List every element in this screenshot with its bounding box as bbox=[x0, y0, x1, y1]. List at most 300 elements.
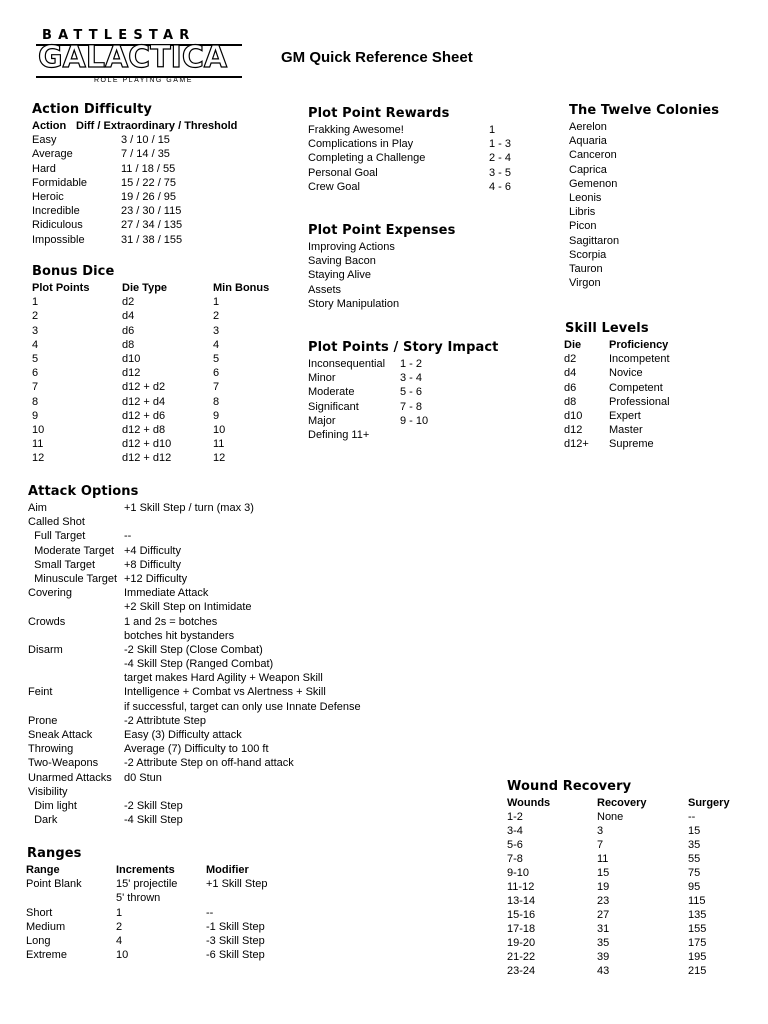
table-row bbox=[308, 428, 548, 442]
list-item-label: Libris bbox=[569, 206, 596, 219]
list-item-label: Scorpia bbox=[569, 248, 607, 261]
bonus-dice-section bbox=[31, 264, 291, 465]
cell: Completing a Challenge bbox=[308, 152, 426, 165]
cell: Small Target bbox=[28, 558, 96, 571]
table-row bbox=[27, 572, 387, 586]
table-row bbox=[27, 728, 387, 742]
cell: Throwing bbox=[28, 743, 74, 756]
table-body bbox=[27, 501, 387, 827]
table-row bbox=[26, 920, 326, 934]
cell: Crew Goal bbox=[308, 180, 360, 193]
cell: Defining 11+ bbox=[308, 428, 370, 441]
table-body bbox=[308, 357, 548, 428]
cell: 27 / 34 / 135 bbox=[121, 219, 183, 232]
cell: None bbox=[597, 811, 624, 823]
cell: 195 bbox=[688, 951, 707, 963]
table-row bbox=[308, 123, 548, 137]
cell: 6 bbox=[32, 367, 39, 380]
list-item bbox=[569, 234, 749, 248]
cell: 3 - 4 bbox=[400, 372, 423, 385]
cell: 7 bbox=[32, 381, 39, 394]
cell: Incredible bbox=[32, 205, 80, 218]
table-row bbox=[31, 437, 291, 451]
list-item-label: Virgon bbox=[569, 277, 601, 290]
cell: 10 bbox=[213, 423, 226, 436]
cell: d2 bbox=[564, 353, 577, 366]
cell: d12 + d2 bbox=[122, 381, 166, 394]
cell: d12 bbox=[564, 424, 583, 437]
cell: 7 - 8 bbox=[400, 400, 423, 413]
header-cell: Range bbox=[26, 864, 60, 876]
cell: 95 bbox=[688, 881, 701, 893]
list-item-label: Gemenon bbox=[569, 177, 618, 190]
table-row bbox=[27, 515, 387, 529]
cell: d6 bbox=[122, 324, 135, 337]
list-item bbox=[569, 276, 749, 290]
section-heading: Ranges bbox=[27, 846, 82, 861]
section-heading: Bonus Dice bbox=[32, 264, 115, 279]
cell: Major bbox=[308, 414, 336, 427]
list-item bbox=[569, 205, 749, 219]
cell: 35 bbox=[597, 937, 610, 949]
table-row bbox=[27, 600, 387, 614]
cell: d4 bbox=[564, 367, 577, 380]
cell: 4 bbox=[116, 934, 123, 947]
cell: Unarmed Attacks bbox=[28, 771, 112, 784]
cell: 11 bbox=[32, 438, 44, 451]
cell: 10 bbox=[116, 949, 129, 962]
cell: -- bbox=[206, 906, 214, 919]
table-row bbox=[31, 190, 281, 204]
table-header bbox=[31, 281, 291, 295]
cell: Expert bbox=[609, 409, 641, 422]
cell: d6 bbox=[564, 381, 577, 394]
list-item-label: Aerelon bbox=[569, 121, 607, 133]
cell: Hard bbox=[32, 162, 56, 175]
header-cell: Die bbox=[564, 339, 582, 351]
list-item-label: Leonis bbox=[569, 191, 602, 204]
cell: 2 bbox=[213, 310, 220, 323]
cell: d12+ bbox=[564, 438, 589, 451]
list-item bbox=[569, 248, 749, 262]
cell: 9-10 bbox=[507, 867, 530, 879]
list-item-label: Tauron bbox=[569, 262, 603, 275]
cell: 1 - 2 bbox=[400, 358, 423, 370]
colonies-section bbox=[569, 103, 749, 290]
cell: Master bbox=[609, 424, 643, 437]
cell: Point Blank bbox=[26, 878, 82, 891]
list-item-label: Aquaria bbox=[569, 135, 607, 148]
table-row bbox=[27, 714, 387, 728]
table-row bbox=[27, 501, 387, 515]
table-row bbox=[564, 423, 754, 437]
cell: 9 - 10 bbox=[400, 414, 429, 427]
cell: 7 bbox=[213, 381, 220, 394]
table-body bbox=[308, 123, 548, 194]
cell: Moderate Target bbox=[28, 544, 115, 557]
table-row bbox=[564, 409, 754, 423]
section-heading: Skill Levels bbox=[565, 321, 649, 336]
list-item bbox=[308, 268, 548, 282]
section-heading: Wound Recovery bbox=[507, 779, 632, 794]
table-row bbox=[31, 409, 291, 423]
table-row bbox=[308, 414, 548, 428]
cell: Immediate Attack bbox=[124, 587, 209, 600]
cell: Average (7) Difficulty to 100 ft bbox=[124, 743, 269, 756]
header-cell: Die Type bbox=[122, 282, 168, 294]
cell: Novice bbox=[609, 367, 643, 380]
table-row bbox=[31, 423, 291, 437]
cell: Supreme bbox=[609, 438, 654, 451]
cell: 135 bbox=[688, 909, 707, 921]
section-heading: Plot Point Expenses bbox=[308, 223, 456, 238]
list-item-label: Sagittaron bbox=[569, 234, 620, 247]
cell: 115 bbox=[688, 895, 706, 907]
cell: 2 bbox=[116, 920, 123, 933]
cell: 1 bbox=[489, 124, 496, 136]
table-row bbox=[308, 166, 548, 180]
cell: -2 Attribute Step on off-hand attack bbox=[124, 757, 294, 770]
list-item-label: Picon bbox=[569, 220, 597, 233]
cell: 155 bbox=[688, 923, 707, 935]
list-item bbox=[569, 262, 749, 276]
table-body bbox=[26, 877, 326, 962]
list-item bbox=[308, 283, 548, 297]
cell: 15 bbox=[688, 825, 701, 837]
table-row bbox=[507, 908, 747, 922]
story-impact-section bbox=[308, 340, 548, 442]
table-row bbox=[26, 891, 326, 905]
table-row bbox=[26, 906, 326, 920]
table-row bbox=[31, 380, 291, 394]
list-item bbox=[308, 254, 548, 268]
cell: Heroic bbox=[32, 190, 64, 203]
table-row bbox=[31, 162, 281, 176]
cell: 35 bbox=[688, 839, 701, 851]
cell: 11 / 18 / 55 bbox=[121, 162, 176, 175]
list bbox=[308, 240, 548, 311]
cell: Sneak Attack bbox=[28, 729, 93, 741]
cell: Average bbox=[32, 148, 73, 161]
cell: -- bbox=[124, 530, 132, 543]
table-row bbox=[31, 204, 281, 218]
list-item-label: Assets bbox=[308, 283, 342, 296]
table-row bbox=[308, 400, 548, 414]
table-header bbox=[507, 796, 747, 810]
table-row bbox=[507, 824, 747, 838]
cell: 5-6 bbox=[507, 839, 523, 851]
cell: Prone bbox=[28, 714, 58, 727]
table-row bbox=[27, 685, 387, 699]
table-row bbox=[308, 385, 548, 399]
table-row bbox=[308, 180, 548, 194]
cell: 43 bbox=[597, 965, 610, 977]
cell: Moderate bbox=[308, 386, 355, 399]
table-row bbox=[507, 866, 747, 880]
cell: 31 bbox=[597, 923, 610, 935]
cell: 9 bbox=[213, 409, 220, 422]
cell: Inconsequential bbox=[308, 358, 386, 370]
cell: Full Target bbox=[28, 530, 86, 543]
cell: 23 bbox=[597, 895, 610, 907]
list-item-label: Staying Alive bbox=[308, 269, 371, 282]
cell: 4 bbox=[32, 338, 39, 351]
table-row bbox=[31, 338, 291, 352]
cell: 215 bbox=[688, 965, 707, 977]
cell: Minor bbox=[308, 372, 336, 385]
list-item-label: Saving Bacon bbox=[308, 255, 376, 268]
section-heading: Plot Points / Story Impact bbox=[308, 340, 499, 355]
cell: 8 bbox=[213, 395, 220, 408]
cell: 15 / 22 / 75 bbox=[121, 176, 177, 189]
header-cell: Diff / Extraordinary / Threshold bbox=[76, 120, 238, 132]
table-body bbox=[31, 133, 281, 247]
cell: -2 Attribtute Step bbox=[124, 714, 206, 727]
cell: d2 bbox=[122, 296, 135, 309]
table-row bbox=[507, 838, 747, 852]
table-row bbox=[564, 395, 754, 409]
table-row bbox=[507, 922, 747, 936]
table-row bbox=[507, 852, 747, 866]
cell: 15-16 bbox=[507, 909, 536, 921]
list-item bbox=[569, 219, 749, 233]
cell: botches hit bystanders bbox=[124, 629, 235, 642]
cell: Extreme bbox=[26, 949, 67, 962]
cell: 19 / 26 / 95 bbox=[121, 190, 177, 203]
cell: 17-18 bbox=[507, 923, 536, 935]
table-row bbox=[31, 451, 291, 465]
cell: 1 bbox=[32, 296, 39, 309]
table-row bbox=[31, 233, 281, 247]
cell: -6 Skill Step bbox=[206, 949, 265, 962]
list-item bbox=[569, 120, 749, 134]
cell: 2 bbox=[32, 310, 39, 323]
cell: 7 / 14 / 35 bbox=[121, 148, 170, 161]
action-difficulty-section bbox=[31, 102, 281, 247]
table-row bbox=[27, 742, 387, 756]
cell: 23 / 30 / 115 bbox=[121, 205, 182, 218]
cell: 4 - 6 bbox=[489, 180, 512, 193]
header-cell: Wounds bbox=[507, 797, 551, 809]
plot-point-expenses-section bbox=[308, 223, 548, 311]
list-item bbox=[569, 148, 749, 162]
cell: Dark bbox=[28, 814, 58, 827]
skill-levels-section bbox=[564, 321, 754, 452]
header-cell: Increments bbox=[116, 864, 175, 876]
section-heading: The Twelve Colonies bbox=[569, 103, 720, 118]
cell: Feint bbox=[28, 686, 53, 699]
table-row bbox=[564, 381, 754, 395]
header-cell: Surgery bbox=[688, 797, 730, 809]
cell: Complications in Play bbox=[308, 138, 414, 151]
cell: Called Shot bbox=[28, 516, 85, 529]
table-row bbox=[27, 558, 387, 572]
table-row bbox=[27, 529, 387, 543]
cell: -3 Skill Step bbox=[206, 934, 265, 947]
table-header bbox=[31, 119, 281, 133]
table-row bbox=[31, 395, 291, 409]
table-row bbox=[507, 894, 747, 908]
table-row bbox=[31, 147, 281, 161]
ranges-section bbox=[26, 846, 326, 962]
cell: 5 bbox=[32, 352, 39, 365]
cell: 7 bbox=[597, 839, 604, 851]
table-body bbox=[507, 810, 747, 978]
list-item-label: Improving Actions bbox=[308, 241, 395, 253]
cell: Long bbox=[26, 934, 51, 947]
cell: Formidable bbox=[32, 176, 88, 189]
section-heading: Plot Point Rewards bbox=[308, 106, 450, 121]
cell: 3 / 10 / 15 bbox=[121, 134, 170, 147]
table-row bbox=[31, 352, 291, 366]
cell: 8 bbox=[32, 395, 39, 408]
list-item bbox=[308, 240, 548, 254]
cell: 11 bbox=[597, 853, 609, 865]
table-row bbox=[27, 643, 387, 657]
table-row bbox=[308, 357, 548, 371]
cell: 3 bbox=[213, 324, 220, 337]
cell: 3-4 bbox=[507, 825, 523, 837]
cell: 5 bbox=[213, 352, 220, 365]
table-row bbox=[31, 295, 291, 309]
cell: 15' projectile bbox=[116, 878, 178, 891]
cell: d4 bbox=[122, 310, 135, 323]
page-title: GM Quick Reference Sheet bbox=[281, 49, 473, 66]
table-body bbox=[31, 295, 291, 465]
table-row bbox=[31, 133, 281, 147]
cell: 1 - 3 bbox=[489, 138, 512, 151]
cell: 3 bbox=[32, 324, 39, 337]
cell: Frakking Awesome! bbox=[308, 124, 404, 136]
table-body bbox=[564, 352, 754, 451]
cell: -4 Skill Step bbox=[124, 814, 183, 827]
logo-line-battlestar: BATTLESTAR bbox=[42, 28, 196, 43]
cell: -2 Skill Step bbox=[124, 799, 183, 812]
cell: d8 bbox=[122, 338, 135, 351]
cell: Incompetent bbox=[609, 353, 670, 366]
cell: d12 + d10 bbox=[122, 438, 172, 451]
table-row bbox=[564, 352, 754, 366]
cell: Intelligence + Combat vs Alertness + Skill bbox=[124, 686, 326, 699]
cell: 75 bbox=[688, 867, 701, 879]
table-row bbox=[507, 964, 747, 978]
cell: Dim light bbox=[28, 799, 77, 812]
header-cell: Action bbox=[32, 120, 67, 132]
table-row bbox=[564, 366, 754, 380]
table-row bbox=[27, 700, 387, 714]
table-row bbox=[31, 324, 291, 338]
table-row bbox=[31, 366, 291, 380]
table-row bbox=[31, 309, 291, 323]
cell: 12 bbox=[32, 452, 45, 465]
cell: Visibility bbox=[28, 785, 68, 798]
table-row bbox=[31, 218, 281, 232]
cell: 21-22 bbox=[507, 951, 536, 963]
cell: 175 bbox=[688, 937, 707, 949]
logo-line-rpg: ROLE PLAYING GAME bbox=[94, 77, 193, 84]
table-row bbox=[26, 948, 326, 962]
cell: Significant bbox=[308, 400, 359, 413]
list-item bbox=[308, 297, 548, 311]
plot-point-rewards-section bbox=[308, 106, 548, 194]
table-row bbox=[27, 657, 387, 671]
cell: Short bbox=[26, 906, 53, 919]
table-row bbox=[507, 950, 747, 964]
cell: d10 bbox=[122, 352, 141, 365]
cell: d10 bbox=[564, 409, 583, 422]
cell: d12 + d8 bbox=[122, 423, 166, 436]
cell: -2 Skill Step (Close Combat) bbox=[124, 643, 263, 656]
logo-line-galactica: GALACTICA bbox=[38, 40, 228, 75]
table-row bbox=[26, 934, 326, 948]
list-item-label: Caprica bbox=[569, 163, 607, 176]
cell: +2 Skill Step on Intimidate bbox=[124, 601, 252, 614]
section-heading: Attack Options bbox=[28, 484, 139, 499]
cell: 10 bbox=[32, 423, 45, 436]
cell: Covering bbox=[28, 587, 73, 600]
header-cell: Plot Points bbox=[32, 282, 90, 294]
cell: Crowds bbox=[28, 615, 66, 628]
cell: 13-14 bbox=[507, 895, 536, 907]
cell: 23-24 bbox=[507, 965, 536, 977]
cell: Minuscule Target bbox=[28, 572, 118, 585]
cell: d12 + d6 bbox=[122, 409, 166, 422]
list-item bbox=[569, 163, 749, 177]
table-row bbox=[27, 813, 387, 827]
header-cell: Min Bonus bbox=[213, 282, 270, 294]
table-row bbox=[308, 137, 548, 151]
cell: d8 bbox=[564, 395, 577, 408]
logo bbox=[36, 28, 242, 86]
table-row bbox=[27, 544, 387, 558]
cell: 39 bbox=[597, 951, 610, 963]
cell: 15 bbox=[597, 867, 610, 879]
cell: -4 Skill Step (Ranged Combat) bbox=[124, 658, 274, 671]
table-row bbox=[507, 810, 747, 824]
header-cell: Recovery bbox=[597, 797, 647, 809]
cell: Easy bbox=[32, 134, 57, 147]
cell: 1 bbox=[116, 906, 123, 919]
cell: 5' thrown bbox=[116, 892, 161, 905]
cell: -1 Skill Step bbox=[206, 920, 265, 933]
list bbox=[569, 120, 749, 290]
cell: 9 bbox=[32, 409, 39, 422]
cell: Medium bbox=[26, 920, 66, 933]
cell: 12 bbox=[213, 452, 226, 465]
table-row bbox=[507, 936, 747, 950]
cell: Ridiculous bbox=[32, 219, 83, 232]
cell: -- bbox=[688, 811, 696, 823]
cell: 2 - 4 bbox=[489, 152, 512, 165]
cell: if successful, target can only use Innate Defense bbox=[124, 700, 361, 713]
list-item bbox=[569, 177, 749, 191]
cell: d12 bbox=[122, 367, 141, 380]
cell: Impossible bbox=[32, 233, 85, 246]
cell: 1 and 2s = botches bbox=[124, 615, 218, 628]
cell: +4 Difficulty bbox=[124, 544, 181, 557]
table-row bbox=[27, 756, 387, 770]
table-row bbox=[27, 785, 387, 799]
table-row bbox=[27, 615, 387, 629]
cell: +8 Difficulty bbox=[124, 558, 181, 571]
header-cell: Modifier bbox=[206, 864, 249, 876]
cell: 19 bbox=[597, 881, 610, 893]
table-row bbox=[507, 880, 747, 894]
table-row bbox=[27, 799, 387, 813]
wound-recovery-section bbox=[507, 779, 747, 978]
cell: 7-8 bbox=[507, 853, 523, 865]
cell: 11-12 bbox=[507, 881, 535, 893]
